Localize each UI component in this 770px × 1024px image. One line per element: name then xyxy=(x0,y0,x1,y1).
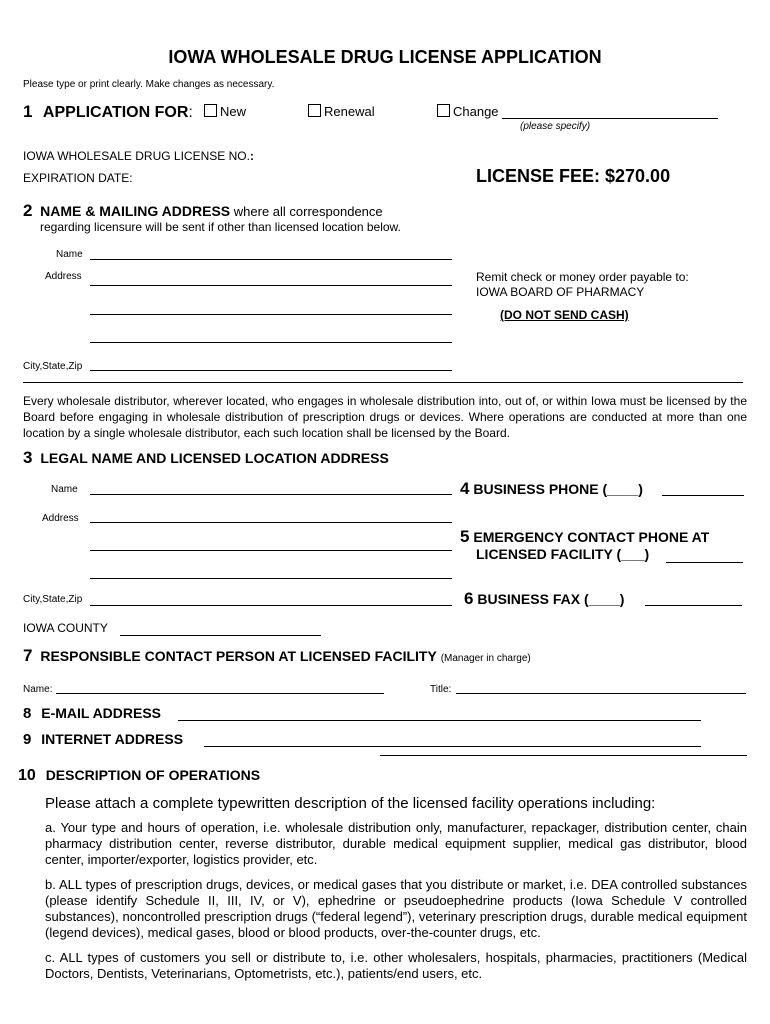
license-fee: LICENSE FEE: $270.00 xyxy=(476,166,671,186)
business-fax-field[interactable] xyxy=(645,605,742,606)
license-number-text: IOWA WHOLESALE DRUG LICENSE NO. xyxy=(23,149,250,163)
section-5-heading xyxy=(460,527,709,547)
location-name-label: Name xyxy=(51,484,78,495)
license-number-colon: : xyxy=(249,149,254,163)
remit-line-1: Remit check or money order payable to: xyxy=(476,270,689,284)
option-change-label: Change xyxy=(453,104,499,119)
section-label: DESCRIPTION OF OPERATIONS xyxy=(45,767,261,783)
section-label: RESPONSIBLE CONTACT PERSON AT LICENSED FACILITY xyxy=(40,648,437,664)
location-address-label: Address xyxy=(42,513,79,524)
option-change[interactable] xyxy=(437,104,499,119)
colon: : xyxy=(188,104,193,121)
mailing-name-field[interactable] xyxy=(90,259,452,260)
iowa-county-field[interactable] xyxy=(120,635,321,636)
instructions: Please type or print clearly. Make changes as necessary. xyxy=(23,79,275,90)
license-number-label xyxy=(23,149,254,163)
contact-title-text: Title xyxy=(430,684,449,695)
section-label: APPLICATION FOR xyxy=(42,104,189,121)
location-address-field-2[interactable] xyxy=(90,550,452,551)
mailing-address-field-3[interactable] xyxy=(90,342,452,343)
remit-line-2: IOWA BOARD OF PHARMACY xyxy=(476,285,645,299)
location-city-label: City,State,Zip xyxy=(23,594,83,605)
emergency-phone-field[interactable] xyxy=(666,562,743,563)
section-3-heading xyxy=(23,448,389,468)
section-number: 8 xyxy=(23,705,32,722)
section-6-heading xyxy=(464,589,624,609)
section-4-heading xyxy=(460,479,643,499)
expiration-date-label: EXPIRATION DATE: xyxy=(23,171,133,185)
please-specify-note: (please specify) xyxy=(520,121,591,132)
section-10-heading xyxy=(18,767,260,785)
section-number: 9 xyxy=(23,731,32,748)
email-field[interactable] xyxy=(178,720,701,721)
option-new-label: New xyxy=(220,104,247,119)
section-number: 5 xyxy=(460,527,470,546)
contact-title-field[interactable] xyxy=(456,693,746,694)
operations-item-b: b. ALL types of prescription drugs, devices, or medical gases that you distribute or market, i.e. DEA controlled substances (please identify Schedule II, III, IV, or V), ephedrine or pseudoephedrine products (Iowa Schedule V controlled substances), noncontrolled prescription drugs (“federal legend”), veterinary prescription drugs, durable medical equipment (legend devices), medical gases, blood or blood products, over-the-counter drugs, etc. xyxy=(45,877,747,940)
checkbox-renewal[interactable] xyxy=(308,104,321,117)
contact-name-text: Name xyxy=(23,684,50,695)
section-5-line-2: LICENSED FACILITY (___) xyxy=(476,546,650,562)
page-title: IOWA WHOLESALE DRUG LICENSE APPLICATION xyxy=(168,47,602,67)
mailing-city-label: City,State,Zip xyxy=(23,361,83,372)
option-new[interactable] xyxy=(204,104,246,119)
section-label: BUSINESS FAX (____) xyxy=(477,591,625,607)
contact-name-label xyxy=(23,684,52,695)
section-1-heading xyxy=(23,102,193,122)
section-label: BUSINESS PHONE (____) xyxy=(473,481,643,497)
section-7-heading xyxy=(23,646,531,666)
contact-name-colon: : xyxy=(49,684,53,695)
section-label-rest: where all correspondence xyxy=(233,204,383,219)
checkbox-new[interactable] xyxy=(204,104,217,117)
section-number: 3 xyxy=(23,448,33,467)
licensing-notice: Every wholesale distributor, wherever located, who engages in wholesale distribution into, out of, or within Iowa must be licensed by the Board before engaging in wholesale distribution of prescription drugs or devices. Where operations are conducted at more than one location by a single wholesale distributor, each such location shall be licensed by the Board. xyxy=(23,394,747,440)
mailing-address-label: Address xyxy=(45,271,82,282)
section-number: 10 xyxy=(18,767,36,784)
mailing-city-field[interactable] xyxy=(90,370,452,371)
section-label: E-MAIL ADDRESS xyxy=(41,705,162,721)
iowa-county-label: IOWA COUNTY xyxy=(23,621,108,635)
business-phone-field[interactable] xyxy=(662,495,744,496)
checkbox-change[interactable] xyxy=(437,104,450,117)
internet-address-field[interactable] xyxy=(204,746,701,747)
section-label: EMERGENCY CONTACT PHONE AT xyxy=(473,529,710,545)
section-divider xyxy=(23,382,743,383)
section-number: 1 xyxy=(23,102,33,121)
section-number: 2 xyxy=(23,201,33,220)
location-address-field-3[interactable] xyxy=(90,578,452,579)
contact-title-label xyxy=(430,684,451,695)
operations-item-a: a. Your type and hours of operation, i.e. wholesale distribution only, manufacturer, repackager, distribution center, chain pharmacy distribution center, reverse distributor, durable medical equipment supplier, medical gas distributor, blood center, importer/exporter, logistics provider, etc. xyxy=(45,820,747,867)
mailing-name-label: Name xyxy=(56,249,83,260)
do-not-send-cash: (DO NOT SEND CASH) xyxy=(500,308,629,322)
location-address-field-1[interactable] xyxy=(90,522,452,523)
location-name-field[interactable] xyxy=(90,494,452,495)
section-number: 7 xyxy=(23,646,33,665)
section-9-heading xyxy=(23,731,183,748)
section-label: INTERNET ADDRESS xyxy=(41,731,184,747)
section-note: (Manager in charge) xyxy=(440,653,531,664)
section-divider-2 xyxy=(380,755,747,756)
section-label: LEGAL NAME AND LICENSED LOCATION ADDRESS xyxy=(40,450,389,466)
option-renewal[interactable] xyxy=(308,104,375,119)
section-number: 6 xyxy=(464,589,474,608)
location-city-field[interactable] xyxy=(90,605,452,606)
section-number: 4 xyxy=(460,479,470,498)
operations-intro: Please attach a complete typewritten description of the licensed facility operations including: xyxy=(45,795,656,812)
section-8-heading xyxy=(23,705,161,722)
section-2-subtext: regarding licensure will be sent if other than licensed location below. xyxy=(40,220,401,234)
option-renewal-label: Renewal xyxy=(324,104,375,119)
contact-name-field[interactable] xyxy=(56,693,384,694)
mailing-address-field-1[interactable] xyxy=(90,285,452,286)
contact-title-colon: : xyxy=(448,684,452,695)
operations-item-c: c. ALL types of customers you sell or distribute to, i.e. other wholesalers, hospitals, pharmacies, practitioners (Medical Doctors, Dentists, Veterinarians, Optometrists, etc.), patients/end users, etc. xyxy=(45,950,747,981)
mailing-address-field-2[interactable] xyxy=(90,314,452,315)
section-2-heading xyxy=(23,201,383,221)
section-label: NAME & MAILING ADDRESS xyxy=(40,203,231,219)
change-specify-line[interactable] xyxy=(502,118,718,119)
